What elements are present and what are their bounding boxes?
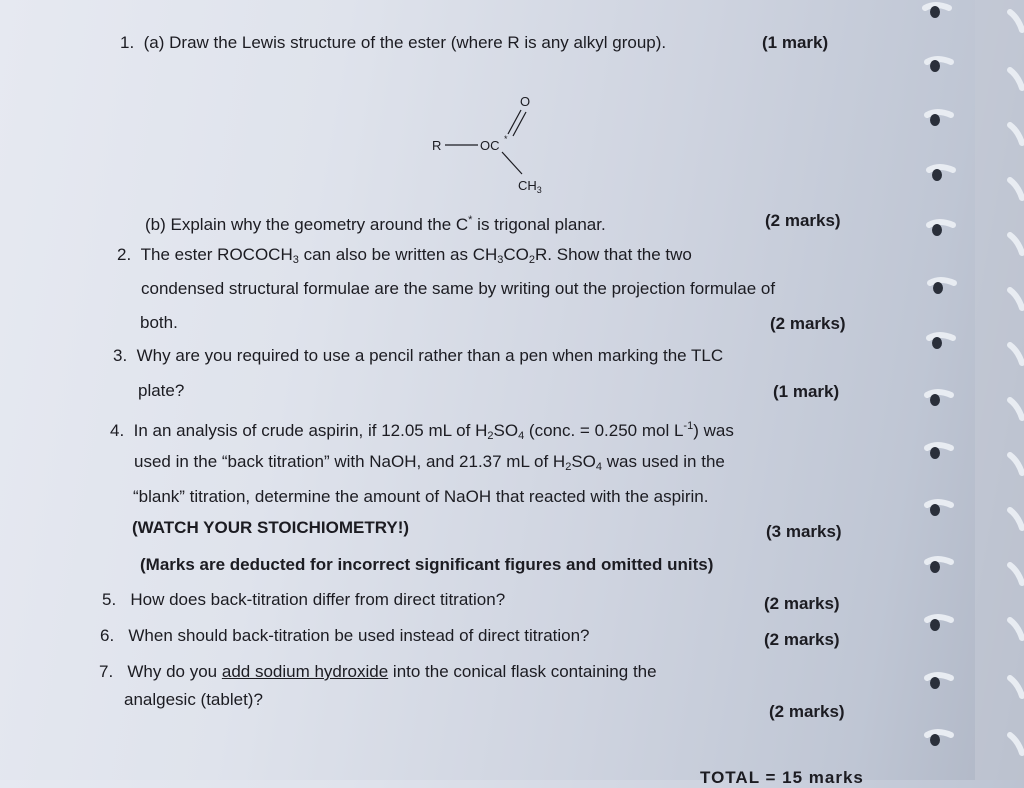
question-4-line-4: (WATCH YOUR STOICHIOMETRY!) [132, 518, 410, 537]
marks-q6: (2 marks) [764, 630, 840, 649]
marks-q5: (2 marks) [764, 594, 840, 613]
c-ch3-bond [502, 152, 522, 174]
marks-q1a: (1 mark) [762, 33, 829, 52]
question-6 [100, 626, 590, 646]
methyl-label: $CH_3$ [518, 178, 542, 195]
text-part: was used in the [602, 452, 725, 471]
text-part: SO [493, 421, 519, 440]
question-2-line-1 [117, 245, 692, 270]
text-part: into the conical flask containing the [388, 662, 657, 681]
marks-q3: (1 mark) [773, 382, 840, 401]
text-part: used in the “back titration” with NaOH, and 21.37 mL of H [134, 452, 566, 471]
question-4-line-2 [134, 452, 725, 477]
question-4-line-1 [110, 416, 734, 446]
superscript: -1 [683, 420, 694, 432]
question-text: When should back-titration be used instead of direct titration? [128, 626, 590, 645]
marks-q2: (2 marks) [770, 314, 846, 333]
question-number: 1. [120, 33, 135, 52]
question-number: 3. [113, 346, 128, 365]
question-number: 2. [117, 245, 132, 264]
underlined-text: add sodium hydroxide [221, 662, 389, 681]
question-4-note: (Marks are deducted for incorrect significant figures and omitted units) [140, 555, 714, 574]
question-text: Why are you required to use a pencil rather than a pen when marking the TLC [136, 346, 724, 365]
question-number: 4. [110, 421, 125, 440]
text-part: SO [571, 452, 596, 471]
ester-lewis-structure [420, 88, 560, 198]
double-bond-line-1 [508, 110, 521, 134]
subscript: 4 [518, 430, 525, 442]
oc-label: OC [480, 138, 500, 153]
subscript: 2 [487, 430, 494, 442]
text-part: R. Show that the two [535, 245, 692, 264]
question-number: 7. [99, 662, 114, 681]
question-5 [102, 590, 505, 610]
text-part: ) was [693, 421, 734, 440]
text-part: CO [503, 245, 529, 264]
question-number: 5. [102, 590, 117, 609]
question-text-part: (b) Explain why the geometry around the C [145, 215, 469, 234]
question-1b [145, 210, 606, 235]
double-bond-line-2 [513, 112, 526, 136]
carbonyl-oxygen-label: O [520, 94, 531, 109]
text-part: The ester ROCOCH [140, 245, 293, 264]
question-text: How does back-titration differ from direct titration? [130, 590, 506, 609]
carbon-star-label: * [504, 134, 508, 144]
subscript: 3 [497, 254, 504, 266]
question-3-line-2: plate? [138, 381, 185, 400]
subscript: 4 [595, 461, 603, 473]
subscript: 3 [292, 254, 299, 266]
marks-q4: (3 marks) [766, 522, 842, 541]
question-7-line-1 [99, 662, 657, 682]
question-1a [120, 33, 666, 53]
question-7-line-2: analgesic (tablet)? [124, 690, 263, 709]
binding-holes [930, 6, 943, 746]
text-part: can also be written as CH [298, 245, 498, 264]
text-part: In an analysis of crude aspirin, if 12.05 mL of H [133, 421, 488, 440]
text-part: (conc. = 0.250 mol L [524, 421, 684, 440]
subscript: 2 [528, 254, 536, 266]
marks-q1b: (2 marks) [765, 211, 841, 230]
question-text-part: is trigonal planar. [472, 215, 606, 234]
binding-edge [975, 0, 1024, 780]
question-2-line-3: both. [140, 313, 178, 332]
text-part: Why do you [127, 662, 222, 681]
question-3-line-1 [113, 346, 723, 366]
marks-q7: (2 marks) [769, 702, 845, 721]
r-group-label: R [432, 138, 442, 153]
subscript: 2 [565, 461, 572, 473]
total-marks: TOTAL = 15 marks [700, 768, 864, 787]
spiral-binding [905, 0, 1024, 780]
question-4-line-3: “blank” titration, determine the amount of NaOH that reacted with the aspirin. [133, 487, 709, 506]
question-text: (a) Draw the Lewis structure of the ester (where R is any alkyl group). [143, 33, 667, 52]
star-superscript: * [468, 214, 473, 226]
question-number: 6. [100, 626, 115, 645]
question-2-line-2: condensed structural formulae are the same by writing out the projection formulae of [141, 279, 776, 298]
